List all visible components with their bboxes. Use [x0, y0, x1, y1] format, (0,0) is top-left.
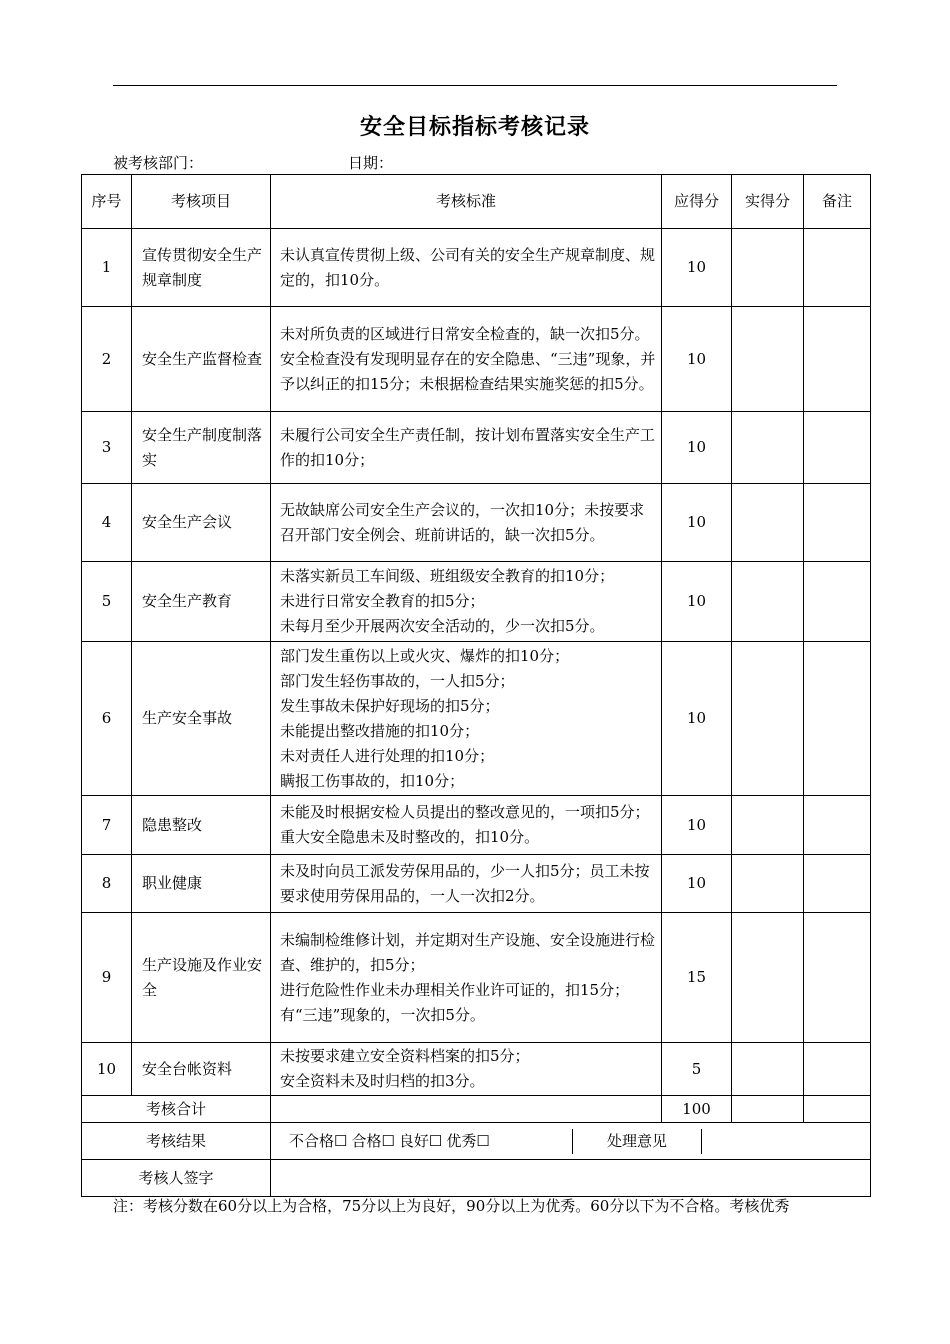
row-remark-cell[interactable]	[804, 562, 871, 642]
col-header-score: 应得分	[662, 175, 732, 229]
date-label: 日期：	[348, 154, 394, 172]
row-score: 15	[662, 913, 732, 1043]
row-no: 8	[82, 855, 132, 913]
page-title: 安全目标指标考核记录	[359, 115, 590, 140]
table-row	[82, 796, 871, 855]
row-actual-cell[interactable]	[732, 796, 804, 855]
result-row	[82, 1123, 871, 1160]
table-header-row	[82, 175, 871, 229]
row-no: 2	[82, 307, 132, 412]
row-standard: 未对所负责的区域进行日常安全检查的，缺一次扣5分。安全检查没有发现明显存在的安全隐患、“三违”现象，并予以纠正的扣15分；未根据检查结果实施奖惩的扣5分。	[271, 307, 662, 412]
row-remark-cell[interactable]	[804, 307, 871, 412]
option-fail[interactable]: 不合格☐	[289, 1131, 348, 1150]
row-remark-cell[interactable]	[804, 1043, 871, 1096]
row-standard: 未履行公司安全生产责任制，按计划布置落实安全生产工作的扣10分；	[271, 412, 662, 484]
row-actual-cell[interactable]	[732, 642, 804, 796]
row-no: 7	[82, 796, 132, 855]
table-row	[82, 562, 871, 642]
row-remark-cell[interactable]	[804, 412, 871, 484]
row-no: 9	[82, 913, 132, 1043]
row-item: 安全生产会议	[132, 484, 271, 562]
row-score: 10	[662, 796, 732, 855]
option-pass[interactable]: 合格☐	[351, 1131, 395, 1150]
total-score: 100	[662, 1096, 732, 1123]
table-row	[82, 307, 871, 412]
row-actual-cell[interactable]	[732, 229, 804, 307]
row-no: 6	[82, 642, 132, 796]
footnote: 注：考核分数在60分以上为合格，75分以上为良好，90分以上为优秀。60分以下为不合格。考核优秀	[113, 1197, 790, 1215]
row-remark-cell[interactable]	[804, 642, 871, 796]
col-header-standard: 考核标准	[271, 175, 662, 229]
row-actual-cell[interactable]	[732, 412, 804, 484]
opinion-input[interactable]	[702, 1129, 870, 1154]
row-item: 生产安全事故	[132, 642, 271, 796]
option-excellent[interactable]: 优秀☐	[446, 1131, 490, 1150]
row-item: 安全生产制度制落实	[132, 412, 271, 484]
row-standard: 未能及时根据安检人员提出的整改意见的，一项扣5分；重大安全隐患未及时整改的，扣10分。	[271, 796, 662, 855]
table-row	[82, 412, 871, 484]
row-score: 10	[662, 855, 732, 913]
row-score: 10	[662, 562, 732, 642]
result-inner	[271, 1129, 870, 1154]
row-standard: 无故缺席公司安全生产会议的，一次扣10分；未按要求召开部门安全例会、班前讲话的，缺一次扣5分。	[271, 484, 662, 562]
row-item: 安全台帐资料	[132, 1043, 271, 1096]
row-item: 宣传贯彻安全生产规章制度	[132, 229, 271, 307]
row-standard: 未认真宣传贯彻上级、公司有关的安全生产规章制度、规定的，扣10分。	[271, 229, 662, 307]
row-remark-cell[interactable]	[804, 229, 871, 307]
option-good[interactable]: 良好☐	[398, 1131, 443, 1150]
col-header-actual: 实得分	[732, 175, 804, 229]
row-no: 10	[82, 1043, 132, 1096]
row-standard: 未按要求建立安全资料档案的扣5分； 安全资料未及时归档的扣3分。	[271, 1043, 662, 1096]
dept-label: 被考核部门：	[113, 154, 204, 172]
row-item: 安全生产教育	[132, 562, 271, 642]
header-rule	[113, 85, 837, 86]
row-actual-cell[interactable]	[732, 307, 804, 412]
total-actual-cell[interactable]	[732, 1096, 804, 1123]
col-header-no: 序号	[82, 175, 132, 229]
table-row	[82, 913, 871, 1043]
row-score: 5	[662, 1043, 732, 1096]
signature-label: 考核人签字	[82, 1160, 271, 1197]
row-no: 5	[82, 562, 132, 642]
result-content	[271, 1123, 871, 1160]
row-no: 1	[82, 229, 132, 307]
row-score: 10	[662, 229, 732, 307]
row-remark-cell[interactable]	[804, 484, 871, 562]
row-standard: 未及时向员工派发劳保用品的，少一人扣5分；员工未按要求使用劳保用品的，一人一次扣2分。	[271, 855, 662, 913]
row-actual-cell[interactable]	[732, 562, 804, 642]
assessment-table	[81, 174, 871, 1197]
row-item: 职业健康	[132, 855, 271, 913]
signature-input[interactable]	[271, 1160, 871, 1197]
table-row	[82, 855, 871, 913]
row-standard: 未落实新员工车间级、班组级安全教育的扣10分； 未进行日常安全教育的扣5分； 未每月至少开展两次安全活动的，少一次扣5分。	[271, 562, 662, 642]
row-score: 10	[662, 307, 732, 412]
opinion-label: 处理意见	[573, 1129, 702, 1154]
row-actual-cell[interactable]	[732, 1043, 804, 1096]
total-row	[82, 1096, 871, 1123]
result-options	[271, 1129, 573, 1154]
row-no: 4	[82, 484, 132, 562]
row-item: 生产设施及作业安全	[132, 913, 271, 1043]
row-standard: 未编制检维修计划，并定期对生产设施、安全设施进行检查、维护的，扣5分； 进行危险性作业未办理相关作业许可证的，扣15分； 有“三违”现象的，一次扣5分。	[271, 913, 662, 1043]
table-row	[82, 642, 871, 796]
total-label: 考核合计	[82, 1096, 271, 1123]
row-item: 安全生产监督检查	[132, 307, 271, 412]
row-score: 10	[662, 484, 732, 562]
result-label: 考核结果	[82, 1123, 271, 1160]
row-no: 3	[82, 412, 132, 484]
signature-row	[82, 1160, 871, 1197]
col-header-item: 考核项目	[132, 175, 271, 229]
row-item: 隐患整改	[132, 796, 271, 855]
row-score: 10	[662, 642, 732, 796]
table-row	[82, 1043, 871, 1096]
row-score: 10	[662, 412, 732, 484]
row-remark-cell[interactable]	[804, 855, 871, 913]
row-remark-cell[interactable]	[804, 913, 871, 1043]
row-standard: 部门发生重伤以上或火灾、爆炸的扣10分； 部门发生轻伤事故的，一人扣5分； 发生事故未保护好现场的扣5分； 未能提出整改措施的扣10分； 未对责任人进行处理的扣10分； 瞒报工伤事故的，扣10分；	[271, 642, 662, 796]
row-actual-cell[interactable]	[732, 484, 804, 562]
row-remark-cell[interactable]	[804, 796, 871, 855]
table-row	[82, 484, 871, 562]
row-actual-cell[interactable]	[732, 913, 804, 1043]
row-actual-cell[interactable]	[732, 855, 804, 913]
table-row	[82, 229, 871, 307]
total-remark-cell[interactable]	[804, 1096, 871, 1123]
total-standard-cell	[271, 1096, 662, 1123]
col-header-remark: 备注	[804, 175, 871, 229]
